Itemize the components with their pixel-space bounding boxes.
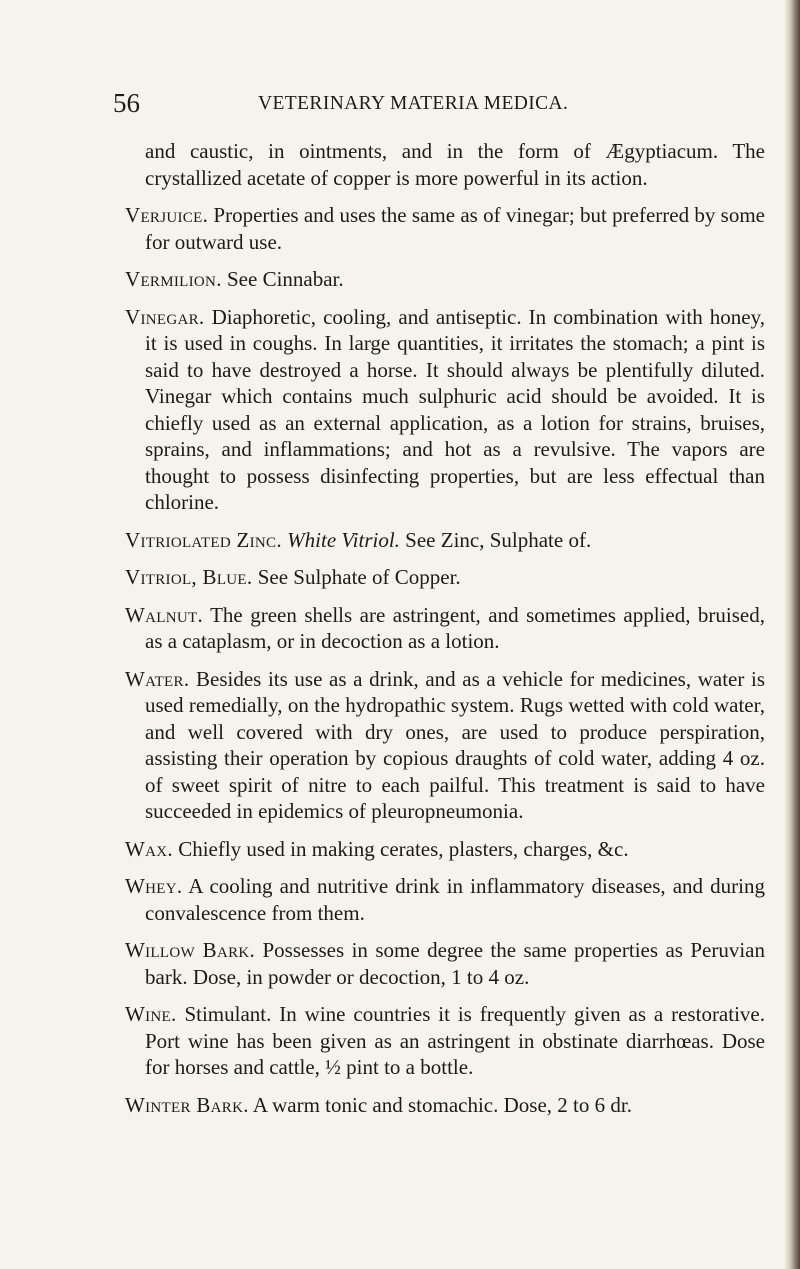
entry-water	[125, 666, 765, 825]
entry-vitriol-blue	[125, 564, 765, 591]
entry-term: Whey.	[125, 874, 183, 898]
entry-whey	[125, 873, 765, 926]
entry-text: Diaphoretic, cooling, and antiseptic. In combination with honey, it is used in coughs. In large quantities, it irritates the stomach; a pint is said to have destroyed a horse. It should always be plentifully diluted. Vinegar which contains much sulphuric acid should be avoided. It is chiefly used as an external application, as a lotion for strains, bruises, sprains, and inflammations; and hot as a revulsive. The vapors are thought to possess disinfecting properties, but are less effectual than chlorine.	[145, 304, 765, 514]
entry-text: See Zinc, Sulphate of.	[399, 527, 592, 552]
entry-term: Vinegar.	[125, 304, 205, 329]
entry-term: Vitriolated Zinc.	[125, 527, 282, 552]
entry-text: See Cinnabar.	[221, 267, 344, 291]
page-header	[113, 86, 753, 126]
entry-walnut	[125, 602, 765, 655]
entry-vinegar	[125, 304, 765, 516]
entry-term: Water.	[125, 666, 190, 691]
page-edge-shadow	[784, 0, 800, 1269]
entry-text: The green shells are astringent, and sometimes applied, bruised, as a cataplasm, or in decoction as a lotion.	[145, 602, 765, 653]
entry-italic: White Vitriol.	[281, 527, 400, 552]
entry-text: See Sulphate of Copper.	[252, 565, 461, 589]
running-head: VETERINARY MATERIA MEDICA.	[258, 93, 569, 114]
entry-term: Wax.	[125, 836, 173, 861]
entry-text: Properties and uses the same as of vinegar; but preferred by some for outward use.	[145, 203, 765, 254]
entry-wax	[125, 836, 765, 863]
entry-vitriolated-zinc	[125, 527, 765, 554]
entry-text: Possesses in some degree the same properties as Peruvian bark. Dose, in powder or decoction, 1 to 4 oz.	[145, 938, 765, 989]
entry-term: Wine.	[125, 1002, 177, 1026]
entry-term: Verjuice.	[125, 203, 209, 227]
entry-term: Winter Bark.	[125, 1092, 249, 1117]
entry-text: Stimulant. In wine countries it is frequently given as a restorative. Port wine has been given as an astringent in obstinate diarrhœas. Dose for horses and cattle, ½ pint to a bottle.	[145, 1002, 765, 1079]
entry-text: A warm tonic and stomachic. Dose, 2 to 6 dr.	[248, 1092, 632, 1117]
entry-winter-bark	[125, 1092, 765, 1119]
entry-text: Besides its use as a drink, and as a vehicle for medicines, water is used remedially, on the hydropathic system. Rugs wetted with cold water, and well covered with dry ones, are used to produce perspiration, assisting their operation by copious draughts of cold water, adding 4 oz. of sweet spirit of nitre to each pailful. This treatment is said to have succeeded in epidemics of pleuropneumonia.	[145, 666, 765, 823]
page-number: 56	[113, 88, 140, 118]
entry-term: Walnut.	[125, 602, 203, 627]
continuation-paragraph: and caustic, in ointments, and in the form of Ægyptiacum. The crystallized acetate of copper is more powerful in its action.	[145, 139, 765, 190]
entry-term: Willow Bark.	[125, 938, 256, 962]
entry-wine	[125, 1001, 765, 1081]
page-body	[125, 138, 765, 1129]
entry-text: Chiefly used in making cerates, plasters, charges, &c.	[172, 836, 629, 861]
entry-term: Vermilion.	[125, 267, 222, 291]
entry-text: A cooling and nutritive drink in inflammatory diseases, and during convalescence from them.	[145, 874, 765, 925]
entry-verjuice	[125, 202, 765, 255]
entry-willow-bark	[125, 937, 765, 990]
entry-term: Vitriol, Blue.	[125, 565, 253, 589]
entry-vermilion	[125, 266, 765, 293]
